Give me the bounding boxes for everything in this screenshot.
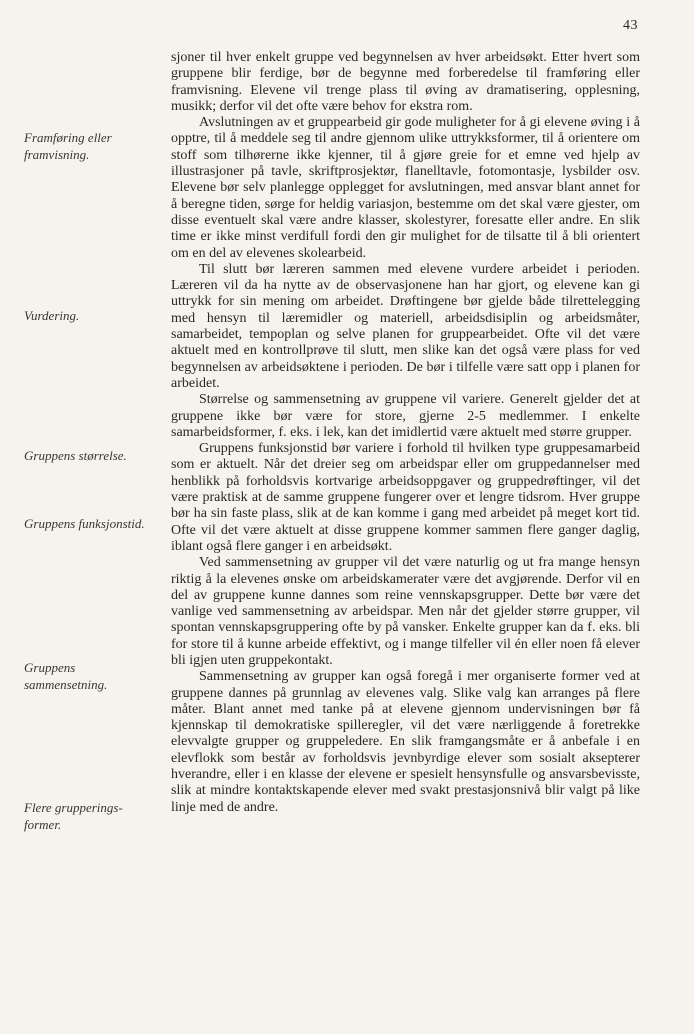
paragraph-funksjonstid: Gruppens funksjonstid bør variere i forhold til hvilken type gruppesamarbeid som er aktuelt. Når det dreier seg om arbeidspar eller om gruppedannelser med henblikk på forholdsvis kortvarige arbeidsoppgaver og gruppedrøftinger, vil det være praktisk at de samme gruppene fungerer over et lengre tidsrom. Hver gruppe bør ha sin faste plass, slik at de kan komme i gang med arbeidet på meget kort tid. Ofte vil det være aktuelt at disse gruppene kommer sammen flere ganger daglig, iblant også flere ganger i en arbeidsøkt. [171,441,640,554]
sidenote-vurdering: Vurdering. [24,308,80,323]
paragraph-avslutningen: Avslutningen av et gruppearbeid gir gode muligheter for å gi elevene øving i å opptre, til å meddele seg til andre gjennom ulike uttrykksformer, til å orientere om stoff som tilhørerne ikke kjenner, til å gjøre greie for et emne ved hjelp av illustrasjoner på tavle, skriftprosjektør, flanelltavle, fotomontasje, lysbilder osv. Elevene bør selv planlegge opplegget for avslutningen, med ansvar blant annet for å beregne tiden, sørge for heldig variasjon, bestemme om det skal være gjester, om disse eventuelt skal være andre klasser, skolestyrer, foresatte eller andre. En slik time er ikke minst verdifull fordi den gir mulighet for de tilsatte til å bli orientert om en del av elevenes skolearbeid. [171,115,640,261]
sidenote-flere-grupperingsformer: Flere grupperings- former. [24,800,123,832]
sidenote-gruppens-storrelse: Gruppens størrelse. [24,448,127,463]
sidenote-gruppens-funksjonstid: Gruppens funksjonstid. [24,516,145,531]
paragraph-grupperingsformer: Sammensetning av grupper kan også foregå i mer organiserte former ved at gruppene dannes på grunnlag av elevenes valg. Slike valg kan arranges på flere måter. Blant annet med tanke på at elevene gjennom undervisningen bør få kjennskap til demokratiske spilleregler, vil det være nærliggende å foretrekke elevvalgte grupper og gruppeledere. En slik framgangsmåte er å anbefale i en elevflokk som består av forholdsvis jevnbyrdige elever som sosialt aksepterer hverandre, eller i en klasse der elevene er spesielt hensynsfulle og ansvarsbevisste, slik at mindre kontaktskapende elever med svakt prestasjonsnivå blir valgt på like linje med de andre. [171,669,640,815]
sidenote-framforing: Framføring eller framvisning. [24,130,112,162]
paragraph-framforing: sjoner til hver enkelt gruppe ved begynnelsen av hver arbeidsøkt. Etter hvert som gruppene blir ferdige, bør de begynne med forberedelse til framføring eller framvisning. Elevene vil trenge plass til øving av dramatisering, opplesning, musikk; derfor vil det ofte være behov for ekstra rom. [171,50,640,114]
body-text [171,50,640,816]
paragraph-sammensetning: Ved sammensetning av grupper vil det være naturlig og ut fra mange hensyn riktig å la elevenes ønske om arbeidskamerater være det avgjørende. Derfor vil en del av gruppene kunne dannes som reine vennskapsgrupper. Dette bør være det vanlige ved sammensetning av arbeidspar. Men når det gjelder større grupper, vil spontan vennskapsgruppering ofte by på vansker. Enkelte grupper kan da f. eks. bli for store til å kunne arbeide effektivt, og i mange tilfeller vil én eller noen få elever bli igjen uten gruppekontakt. [171,555,640,668]
paragraph-storrelse: Størrelse og sammensetning av gruppene vil variere. Generelt gjelder det at gruppene ikke bør være for store, gjerne 2-5 medlemmer. I enkelte samarbeidsformer, f. eks. i lek, kan det imidlertid være aktuelt med større grupper. [171,392,640,440]
paragraph-vurdering: Til slutt bør læreren sammen med elevene vurdere arbeidet i perioden. Læreren vil da ha nytte av de observasjonene han har gjort, og elevene kan gi uttrykk for sin mening om arbeidet. Drøftingene bør gjelde både tilrettelegging med hensyn til læremidler og materiell, arbeidsdisiplin og arbeidsmåter, samarbeidet, tempoplan og selve planen for gruppearbeidet. Ofte vil det være aktuelt med en kontrollprøve til slutt, men slike kan det også være plass for ved begynnelsen av arbeidsøktene i perioden. De bør i tilfelle være satt opp i planen for arbeidet. [171,261,640,391]
sidenote-gruppens-sammensetning: Gruppens sammensetning. [24,660,108,692]
page-number: 43 [623,18,638,33]
